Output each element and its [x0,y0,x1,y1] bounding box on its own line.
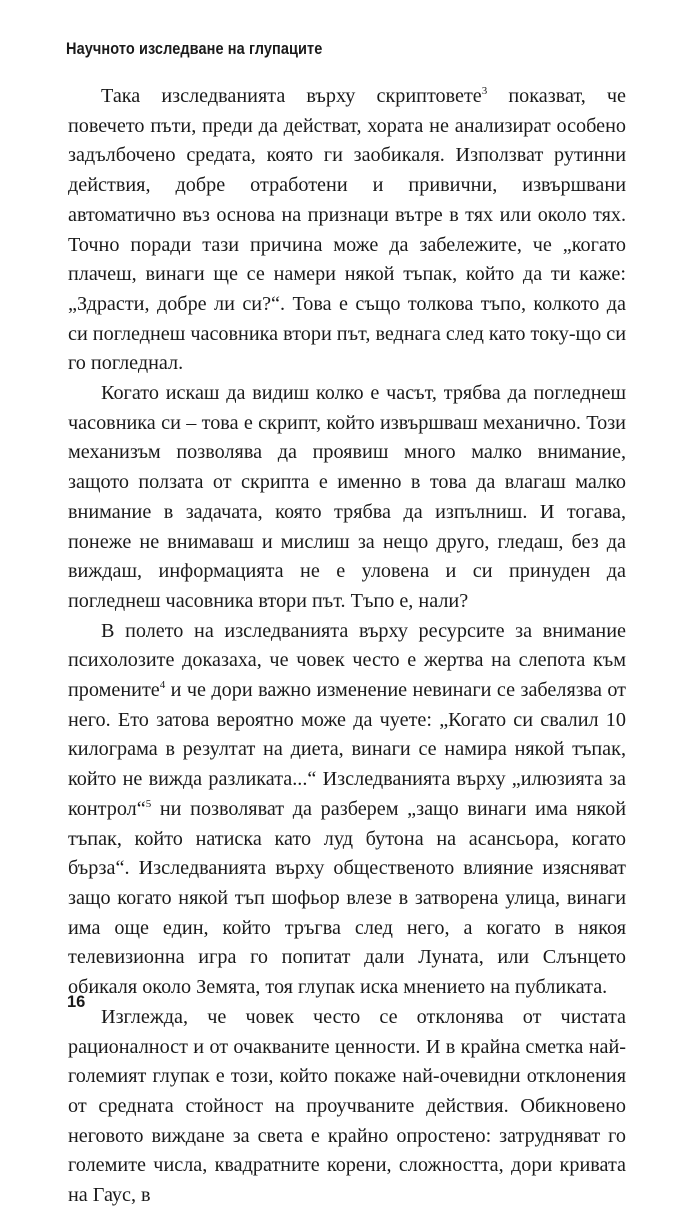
running-header: Научното изследване на глупаците [66,40,323,58]
paragraph-3-text-c: ни позволяват да разберем „защо винаги има някой тъпак, който натиска като луд бутона на асансьора, когато бърза“. Изследванията върху общественото влияние изясняват защо когато някой тъп шофьор влезе в затворена улица, винаги има още един, който тръгва след него, а когато в някоя телевизионна игра го попитат дали Луната, или Слънцето обикаля около Земята, тоя глупак иска мнението на публиката. [68,797,626,999]
paragraph-1-text-b: показват, че повечето пъти, преди да действат, хората не анализират особено задълбочено средата, която ги заобикаля. Използват рутинни действия, добре отработени и привични, извършвани автоматично въз основа на признаци вътре в тях или около тях. Точно поради тази причина може да забележите, че „когато плачеш, винаги ще се намери някой тъпак, който да ти каже: „Здрасти, добре ли си?“. Това е също толкова тъпо, колкото да си погледнеш часовника втори път, веднага след като току-що си го погледнал. [68,85,626,375]
footnote-ref-3: 3 [481,85,488,97]
paragraph-3 [68,617,626,1003]
paragraph-4: Изглежда, че човек често се отклонява от чистата рационалност и от очакваните ценности. И в крайна сметка най-големият глупак е този, който покаже най-очевидни отклонения от средната стойност на проучваните действия. Обикновено неговото виждане за света е крайно опростено: затрудняват го големите числа, квадратните корени, сложността, дори кривата на Гаус, в [68,1005,626,1207]
footnote-ref-5: 5 [145,797,152,810]
paragraph-3-text-b: и че дори важно изменение невинаги се забелязва от него. Ето затова вероятно може да чуете: „Когато си свалил 10 килограма в резултат на диета, винаги се намира някой тъпак, който не вижда разликата...“ Изследванията върху „илюзията за контрол“ [68,679,626,820]
page-number: 16 [67,993,86,1011]
paragraph-3-text-a: В полето на изследванията върху ресурсите за внимание психолозите доказаха, че човек често е жертва на слепота към промените [68,619,626,702]
body-text [68,82,626,1211]
paragraph-1-text-a: Така изследванията върху скриптовете [101,85,482,107]
paragraph-1 [68,82,626,379]
footnote-ref-4: 4 [159,679,166,692]
paragraph-2: Когато искаш да видиш колко е часът, трябва да погледнеш часовника си – това е скрипт, който извършваш механично. Този механизъм позволява да проявиш много малко внимание, защото ползата от скрипта е именно в това да влагаш малко внимание в задачата, която трябва да изпълниш. И тогава, понеже не внимаваш и мислиш за нещо друго, гледаш, без да виждаш, информацията не е уловена и си принуден да погледнеш часовника втори път. Тъпо е, нали? [68,382,626,612]
